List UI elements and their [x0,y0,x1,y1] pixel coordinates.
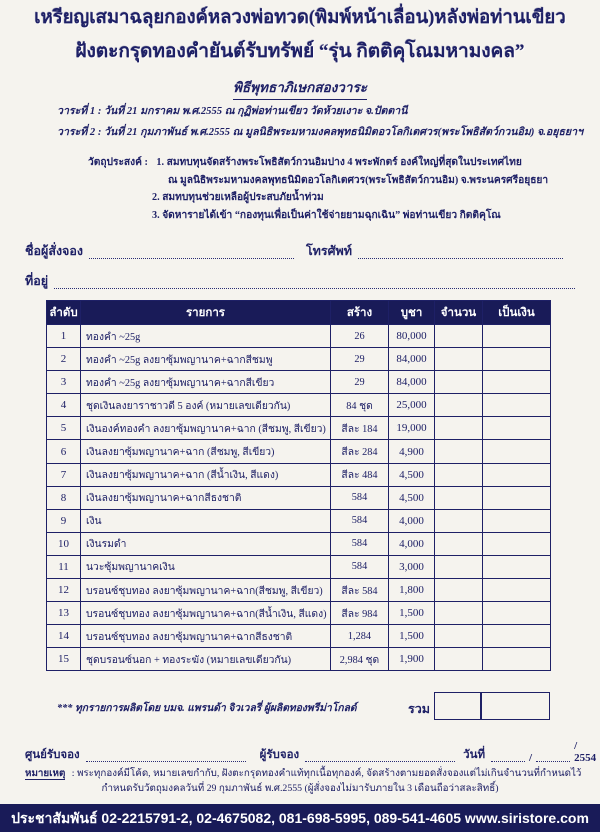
table-row [47,625,551,648]
orderer-name-line [25,241,575,261]
price: 25,000 [389,394,435,417]
row-index: 10 [47,532,81,555]
remark-line-1 [25,766,582,781]
table-row [47,440,551,463]
table-row [47,325,551,348]
row-index: 14 [47,625,81,648]
table-row [47,648,551,671]
amount-cell [483,555,551,578]
price: 4,000 [389,509,435,532]
price: 4,000 [389,532,435,555]
document-title-line2: ฝังตะกรุดทองคำยันต์รับทรัพย์ “รุ่น กิตติคุโณมหามงคล” [75,41,525,62]
item-name: ทองคำ ~25g [81,325,331,348]
amount-cell [483,348,551,371]
table-row [47,532,551,555]
qty-cell [435,648,483,671]
made-count: 2,984 ชุด [331,648,389,671]
item-name: นวะซุ้มพญานาคเงิน [81,555,331,578]
row-index: 4 [47,394,81,417]
date-label: วันที่ [463,749,486,761]
date-month-blank [536,749,570,762]
address-line [25,271,575,291]
price: 80,000 [389,325,435,348]
made-count: 84 ชุด [331,394,389,417]
orderer-name-blank [89,246,294,259]
total-band [0,694,600,724]
col-header-qty: จำนวน [435,301,483,325]
qty-cell [435,509,483,532]
sign-line [25,740,597,764]
price: 1,500 [389,602,435,625]
qty-cell [435,625,483,648]
col-header-index: ลำดับ [47,301,81,325]
qty-cell [435,325,483,348]
phone-label: โทรศัพท์ [305,244,353,258]
date-year: / 2554 [574,740,597,764]
objective-3: 3. จัดหารายได้เข้า “กองทุนเพื่อเป็นค่าใช้จ่ายยามฉุกเฉิน” พ่อท่านเขียว กิตติคุโณ [152,209,501,221]
qty-cell [435,579,483,602]
table-row [47,394,551,417]
amount-cell [483,440,551,463]
objective-line-1 [88,154,600,172]
amount-cell [483,486,551,509]
amount-cell [483,579,551,602]
made-count: 584 [331,486,389,509]
item-name: เงินลงยาซุ้มพญานาค+ฉากสีธงชาติ [81,486,331,509]
row-index: 1 [47,325,81,348]
price: 3,000 [389,555,435,578]
table-row [47,509,551,532]
table-row [47,417,551,440]
table-row [47,371,551,394]
item-name: บรอนซ์ชุบทอง ลงยาซุ้มพญานาค+ฉาก(สีชมพู, สีเขียว) [81,579,331,602]
item-name: ทองคำ ~25g ลงยาซุ้มพญานาค+ฉากสีเขียว [81,371,331,394]
remark-label: หมายเหตุ [25,768,66,779]
phone-blank [358,246,563,259]
order-table-body [47,325,551,671]
row-index: 2 [47,348,81,371]
row-index: 7 [47,463,81,486]
objectives-label: วัตถุประสงค์ : [88,157,148,168]
item-name: เงินองค์ทองคำ ลงยาซุ้มพญานาค+ฉาก (สีชมพู, สีเขียว) [81,417,331,440]
amount-cell [483,394,551,417]
orderer-name-label: ชื่อผู้สั่งจอง [25,244,83,258]
remark-text-1: : พระทุกองค์มีโค้ด, หมายเลขกำกับ, ฝังตะกรุดทองคำแท้ทุกเนื้อทุกองค์, จัดสร้างตามยอดสั่งจองแต่ไม่เกินจำนวนที่กำหนดไว้ [71,768,582,779]
session-1: วาระที่ 1 : วันที่ 21 มกราคม พ.ศ.2555 ณ กุฏิพ่อท่านเขียว วัดห้วยเงาะ จ.ปัตตานี [57,106,408,117]
price: 84,000 [389,371,435,394]
amount-cell [483,371,551,394]
price: 1,800 [389,579,435,602]
item-name: เงิน [81,509,331,532]
item-name: ทองคำ ~25g ลงยาซุ้มพญานาค+ฉากสีชมพู [81,348,331,371]
amount-cell [483,625,551,648]
qty-cell [435,602,483,625]
amount-cell [483,532,551,555]
contact-bar [0,804,600,832]
made-count: 584 [331,532,389,555]
table-row [47,348,551,371]
table-row [47,555,551,578]
row-index: 11 [47,555,81,578]
objective-1-continued: ณ มูลนิธิพระมหามงคลพุทธนิมิตอวโลกิเตศวร(พระโพธิสัตว์กวนอิม) จ.พระนครศรีอยุธยา [168,174,549,186]
row-index: 12 [47,579,81,602]
total-amount-box [480,692,550,720]
objective-2: 2. สมทบทุนช่วยเหลือผู้ประสบภัยน้ำท่วม [152,192,324,203]
document-header [0,3,600,100]
table-row [47,579,551,602]
address-blank [54,276,575,289]
price: 19,000 [389,417,435,440]
price: 1,900 [389,648,435,671]
qty-cell [435,486,483,509]
col-header-amount: เป็นเงิน [483,301,551,325]
table-row [47,486,551,509]
qty-cell [435,555,483,578]
qty-cell [435,463,483,486]
table-row [47,602,551,625]
price: 84,000 [389,348,435,371]
objective-1: 1. สมทบทุนจัดสร้างพระโพธิสัตว์กวนอิมปาง 4 พระพักตร์ องค์ใหญ่ที่สุดในประเทศไทย [156,157,522,168]
price: 4,500 [389,463,435,486]
price: 4,900 [389,440,435,463]
amount-cell [483,325,551,348]
row-index: 5 [47,417,81,440]
order-table [46,300,551,671]
remark-line-2: กำหนดรับวัตถุมงคลวันที่ 29 กุมภาพันธ์ พ.ศ.2555 (ผู้สั่งจองไม่มารับภายใน 3 เดือนถือว่าสละสิทธิ์) [101,783,499,794]
amount-cell [483,463,551,486]
date-slash-1: / [529,752,533,764]
made-count: สีละ 184 [331,417,389,440]
total-label: รวม [408,702,430,716]
objectives-block [0,154,600,224]
col-header-made: สร้าง [331,301,389,325]
row-index: 8 [47,486,81,509]
table-row [47,463,551,486]
made-count: 26 [331,325,389,348]
qty-cell [435,417,483,440]
booking-center-label: ศูนย์รับจอง [25,749,80,761]
qty-cell [435,371,483,394]
amount-cell [483,648,551,671]
col-header-item: รายการ [81,301,331,325]
receiver-label: ผู้รับจอง [259,749,300,761]
made-count: สีละ 284 [331,440,389,463]
qty-cell [435,532,483,555]
made-count: สีละ 584 [331,579,389,602]
qty-cell [435,394,483,417]
row-index: 9 [47,509,81,532]
made-count: สีละ 984 [331,602,389,625]
item-name: ชุดบรอนซ์นอก + ทองระฆัง (หมายเลขเดียวกัน) [81,648,331,671]
ceremony-sessions [57,101,590,143]
made-count: 29 [331,348,389,371]
receiver-blank [305,749,455,762]
row-index: 13 [47,602,81,625]
price: 4,500 [389,486,435,509]
amount-cell [483,602,551,625]
made-count: 29 [331,371,389,394]
price: 1,500 [389,625,435,648]
row-index: 6 [47,440,81,463]
made-count: 584 [331,555,389,578]
row-index: 3 [47,371,81,394]
item-name: บรอนซ์ชุบทอง ลงยาซุ้มพญานาค+ฉาก(สีน้ำเงิน, สีแดง) [81,602,331,625]
total-qty-box [434,692,482,720]
item-name: บรอนซ์ชุบทอง ลงยาซุ้มพญานาค+ฉากสีธงชาติ [81,625,331,648]
ceremony-title: พิธีพุทธาภิเษกสองวาระ [233,76,367,100]
item-name: เงินลงยาซุ้มพญานาค+ฉาก (สีน้ำเงิน, สีแดง) [81,463,331,486]
address-label: ที่อยู่ [25,274,49,288]
contact-bar-text: ประชาสัมพันธ์ 02-2215791-2, 02-4675082, 081-698-5995, 089-541-4605 www.siristore.com [11,810,589,826]
made-count: 1,284 [331,625,389,648]
item-name: เงินลงยาซุ้มพญานาค+ฉาก (สีชมพู, สีเขียว) [81,440,331,463]
qty-cell [435,348,483,371]
session-2: วาระที่ 2 : วันที่ 21 กุมภาพันธ์ พ.ศ.2555 ณ มูลนิธิพระมหามงคลพุทธนิมิตอวโลกิเตศวร(พระโพธิสัตว์กวนอิม) จ.อยุธยาฯ [57,127,584,138]
amount-cell [483,509,551,532]
remark-block [25,766,582,796]
row-index: 15 [47,648,81,671]
table-header-row [47,301,551,325]
qty-cell [435,440,483,463]
date-day-blank [491,749,525,762]
item-name: เงินรมดำ [81,532,331,555]
booking-center-blank [86,749,246,762]
document-title-line1: เหรียญเสมาฉลุยกองค์หลวงพ่อทวด(พิมพ์หน้าเลื่อน)หลังพ่อท่านเขียว [34,8,566,28]
made-count: 584 [331,509,389,532]
item-name: ชุดเงินลงยาราชาวดี 5 องค์ (หมายเลขเดียวกัน) [81,394,331,417]
manufacturer-footnote: *** ทุกรายการผลิตโดย บมจ. แพรนด้า จิวเวลรี่ ผู้ผลิตทองพรีม่าโกลด์ [57,703,357,714]
made-count: สีละ 484 [331,463,389,486]
col-header-price: บูชา [389,301,435,325]
amount-cell [483,417,551,440]
